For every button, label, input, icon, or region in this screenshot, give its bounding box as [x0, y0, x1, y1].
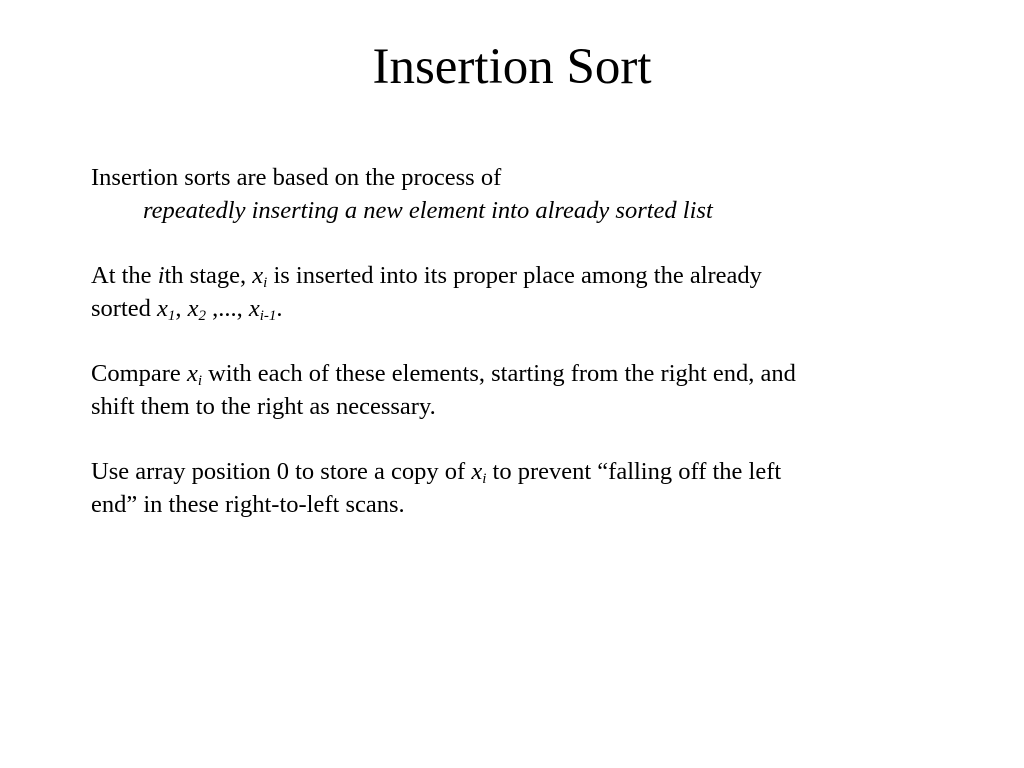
- paragraph-ith-stage: [91, 259, 931, 325]
- text: th stage,: [164, 262, 253, 289]
- text: is inserted into its proper place among the already: [267, 262, 762, 289]
- math-subscript: 1: [167, 308, 176, 324]
- math-var-i: i: [157, 262, 165, 289]
- math-subscript: 2: [198, 308, 206, 324]
- text: ,: [175, 295, 188, 322]
- math-subscript: i-1: [259, 308, 277, 324]
- text: At the: [91, 262, 158, 289]
- text: end” in these right-to-left scans.: [91, 491, 405, 518]
- math-var-x: x: [186, 360, 198, 387]
- text: .: [276, 295, 283, 322]
- slide-title: Insertion Sort: [372, 39, 652, 95]
- math-subscript: i: [263, 275, 268, 291]
- definition-line: Insertion sorts are based on the process of: [91, 164, 502, 191]
- slide-body: [91, 161, 931, 553]
- math-var-x: x: [157, 295, 168, 322]
- math-var-x: x: [187, 295, 199, 322]
- text: with each of these elements, starting from the right end, and: [201, 360, 796, 387]
- text: shift them to the right as necessary.: [91, 393, 436, 420]
- text: ,...,: [206, 295, 249, 322]
- math-subscript: i: [197, 373, 202, 389]
- text: Use array position 0 to store a copy of: [91, 458, 472, 485]
- math-var-x: x: [252, 262, 264, 289]
- math-var-x: x: [248, 295, 260, 322]
- definition-emphasis: repeatedly inserting a new element into already sorted list: [143, 197, 713, 224]
- math-subscript: i: [482, 471, 487, 487]
- text: sorted: [91, 295, 157, 322]
- paragraph-array-position: [91, 455, 931, 521]
- paragraph-compare: [91, 357, 931, 423]
- text: to prevent “falling off the left: [486, 458, 782, 485]
- math-var-x: x: [471, 458, 483, 485]
- text: Compare: [91, 360, 187, 387]
- paragraph-definition: [91, 161, 931, 227]
